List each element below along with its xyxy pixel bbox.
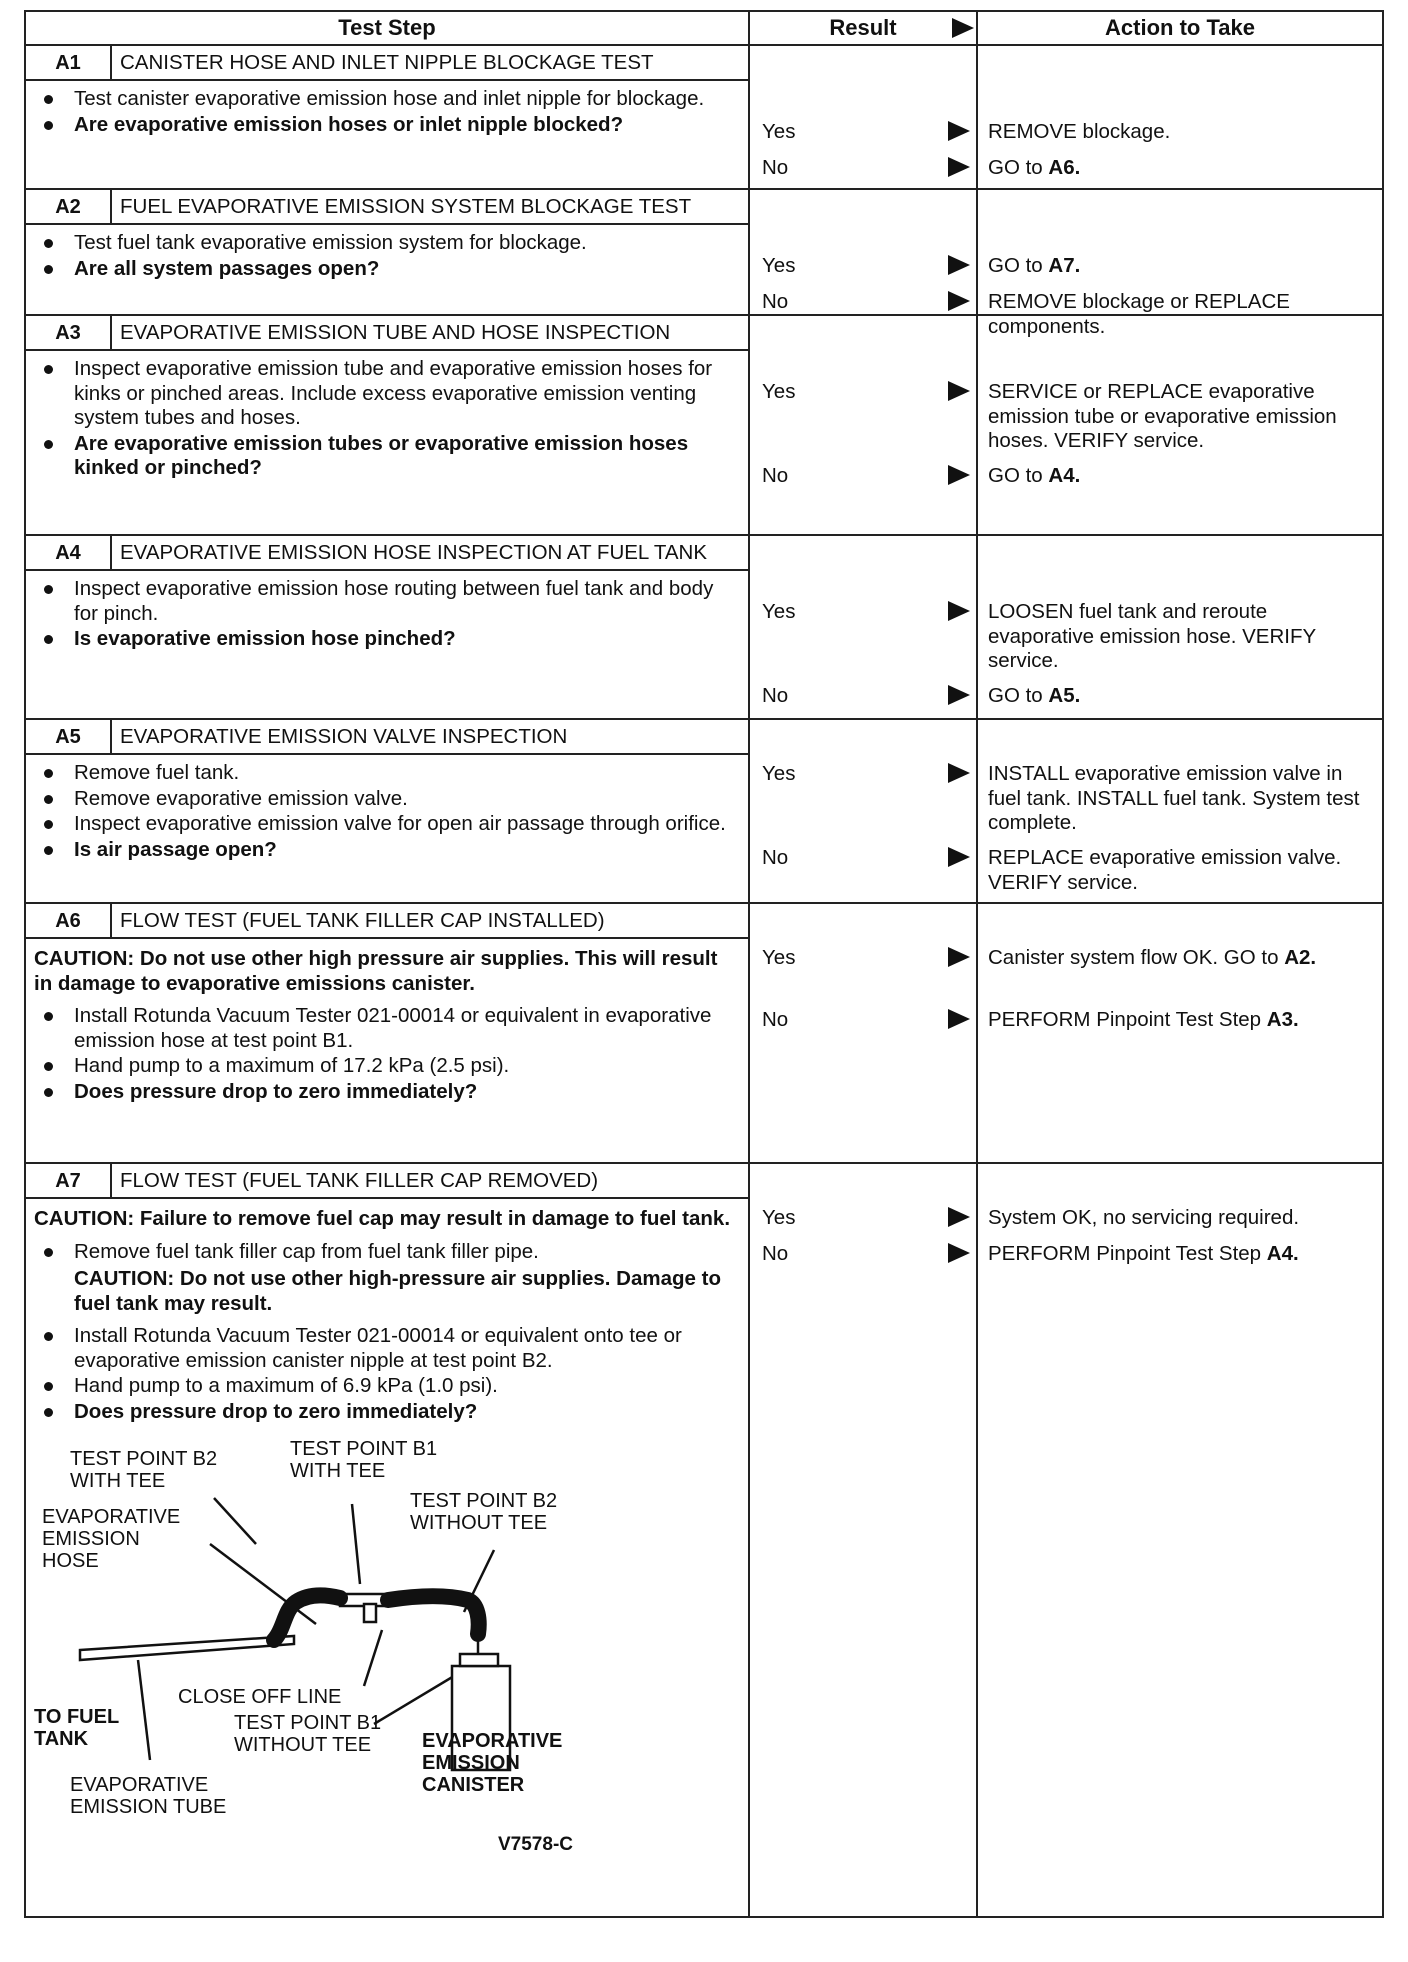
step-reference: A2. xyxy=(1284,946,1317,969)
step-title: FLOW TEST (FUEL TANK FILLER CAP INSTALLED) xyxy=(120,909,605,932)
action-text: PERFORM Pinpoint Test Step xyxy=(988,1242,1267,1265)
step-reference: A7. xyxy=(1048,254,1081,277)
step-body xyxy=(26,755,748,871)
label-canister: EVAPORATIVE EMISSION CANISTER xyxy=(422,1730,563,1796)
action-cell xyxy=(977,1163,1383,1917)
step-reference: A3. xyxy=(1266,1008,1299,1031)
step-header xyxy=(26,1164,748,1199)
result-no xyxy=(762,1242,974,1266)
arrow-icon xyxy=(948,121,970,141)
result-cell xyxy=(749,45,977,189)
step-question: Is evaporative emission hose pinched? xyxy=(34,627,740,652)
action-no xyxy=(988,156,1378,181)
step-question: Are all system passages open? xyxy=(34,257,740,282)
result-no xyxy=(762,290,974,314)
action-text: GO to xyxy=(988,156,1049,179)
result-yes xyxy=(762,946,974,970)
step-header xyxy=(26,46,748,81)
step-reference: A4. xyxy=(1266,1242,1299,1265)
step-title: EVAPORATIVE EMISSION TUBE AND HOSE INSPECTION xyxy=(120,321,671,344)
step-cell xyxy=(25,719,749,903)
label-evap-hose: EVAPORATIVE EMISSION HOSE xyxy=(42,1506,181,1572)
result-yes xyxy=(762,600,974,624)
result-no-label: No xyxy=(762,156,789,179)
step-bullet: Remove evaporative emission valve. xyxy=(34,787,740,812)
action-cell xyxy=(977,903,1383,1163)
arrow-icon xyxy=(948,601,970,621)
step-row-a5 xyxy=(25,719,1383,903)
step-bullet: Hand pump to a maximum of 17.2 kPa (2.5 psi). xyxy=(34,1054,740,1079)
step-bullet: Remove fuel tank filler cap from fuel tank filler pipe. xyxy=(34,1240,740,1265)
step-bullet: Install Rotunda Vacuum Tester 021-00014 or equivalent in evaporative emission hose at test point B1. xyxy=(34,1004,740,1053)
result-cell xyxy=(749,315,977,535)
step-body xyxy=(26,351,748,490)
caution-note: CAUTION: Do not use other high pressure air supplies. This will result in damage to evaporative emissions canister. xyxy=(34,947,718,995)
action-cell xyxy=(977,719,1383,903)
emission-tube xyxy=(80,1636,294,1660)
result-yes-label: Yes xyxy=(762,120,796,143)
step-header xyxy=(26,316,748,351)
canister-cap xyxy=(460,1654,498,1666)
step-title: FUEL EVAPORATIVE EMISSION SYSTEM BLOCKAGE TEST xyxy=(120,195,692,218)
result-no-label: No xyxy=(762,464,789,487)
label-tp-b2-tee: TEST POINT B2 WITH TEE xyxy=(70,1448,218,1492)
step-row-a6 xyxy=(25,903,1383,1163)
arrow-icon xyxy=(948,1009,970,1029)
arrow-icon xyxy=(948,291,970,311)
result-no xyxy=(762,464,974,488)
action-text: GO to xyxy=(988,254,1049,277)
result-no-label: No xyxy=(762,1242,789,1265)
table-header-row xyxy=(25,11,1383,45)
action-no xyxy=(988,1008,1378,1033)
result-yes xyxy=(762,120,974,144)
step-cell xyxy=(25,1163,749,1917)
result-yes-label: Yes xyxy=(762,380,796,403)
step-bullet: Install Rotunda Vacuum Tester 021-00014 or equivalent onto tee or evaporative emission canister nipple at test point B2. xyxy=(34,1324,740,1373)
step-body xyxy=(26,939,748,1113)
result-yes-label: Yes xyxy=(762,254,796,277)
test-point-diagram xyxy=(34,1434,734,1874)
step-body xyxy=(26,225,748,290)
arrow-icon xyxy=(948,157,970,177)
step-body xyxy=(26,1199,748,1882)
action-text: PERFORM Pinpoint Test Step xyxy=(988,1008,1267,1031)
leader-hose xyxy=(210,1544,316,1624)
step-bullet: Inspect evaporative emission hose routing between fuel tank and body for pinch. xyxy=(34,577,740,626)
step-id: A2 xyxy=(26,190,112,223)
step-row-a4 xyxy=(25,535,1383,719)
step-title: CANISTER HOSE AND INLET NIPPLE BLOCKAGE TEST xyxy=(120,51,654,74)
caution-note-2: CAUTION: Do not use other high-pressure air supplies. Damage to fuel tank may result. xyxy=(74,1267,721,1315)
result-no-label: No xyxy=(762,290,789,313)
result-no xyxy=(762,156,974,180)
step-id: A6 xyxy=(26,904,112,937)
step-header xyxy=(26,720,748,755)
action-yes: System OK, no servicing required. xyxy=(988,1206,1300,1229)
label-close-off: CLOSE OFF LINE xyxy=(178,1686,342,1708)
step-id: A4 xyxy=(26,536,112,569)
leader-close-off xyxy=(364,1630,382,1686)
result-yes xyxy=(762,762,974,786)
leader-b2-tee xyxy=(214,1498,256,1544)
result-no xyxy=(762,846,974,870)
pinpoint-test-table xyxy=(24,10,1384,1918)
step-bullet: Remove fuel tank. xyxy=(34,761,740,786)
evap-hose-right xyxy=(388,1596,479,1634)
step-cell xyxy=(25,535,749,719)
action-no xyxy=(988,684,1378,709)
step-question: Are evaporative emission tubes or evaporative emission hoses kinked or pinched? xyxy=(34,432,740,481)
step-bullet: Inspect evaporative emission valve for open air passage through orifice. xyxy=(34,812,740,837)
arrow-icon xyxy=(948,255,970,275)
step-header xyxy=(26,904,748,939)
action-text: GO to xyxy=(988,684,1049,707)
arrow-icon xyxy=(948,947,970,967)
label-tp-b1-notee: TEST POINT B1 WITHOUT TEE xyxy=(234,1712,382,1756)
step-title: EVAPORATIVE EMISSION HOSE INSPECTION AT FUEL TANK xyxy=(120,541,708,564)
step-title: FLOW TEST (FUEL TANK FILLER CAP REMOVED) xyxy=(120,1169,599,1192)
action-no xyxy=(988,1242,1378,1267)
step-row-a3 xyxy=(25,315,1383,535)
step-id: A5 xyxy=(26,720,112,753)
step-cell xyxy=(25,45,749,189)
step-id: A7 xyxy=(26,1164,112,1197)
action-yes: REMOVE blockage. xyxy=(988,120,1171,143)
action-no: REMOVE blockage or REPLACE components. xyxy=(988,290,1290,338)
step-question: Are evaporative emission hoses or inlet nipple blocked? xyxy=(34,113,740,138)
result-cell xyxy=(749,903,977,1163)
result-yes xyxy=(762,1206,974,1230)
step-bullet: Test canister evaporative emission hose and inlet nipple for blockage. xyxy=(34,87,740,112)
result-no-label: No xyxy=(762,846,789,869)
arrow-icon xyxy=(948,381,970,401)
result-yes-label: Yes xyxy=(762,1206,796,1229)
arrow-icon xyxy=(948,1243,970,1263)
step-row-a1 xyxy=(25,45,1383,189)
result-cell xyxy=(749,1163,977,1917)
step-id: A3 xyxy=(26,316,112,349)
result-cell xyxy=(749,535,977,719)
step-row-a7 xyxy=(25,1163,1383,1917)
label-tp-b2-notee: TEST POINT B2 WITHOUT TEE xyxy=(410,1490,558,1534)
step-cell xyxy=(25,315,749,535)
arrow-icon xyxy=(948,763,970,783)
action-yes: INSTALL evaporative emission valve in fuel tank. INSTALL fuel tank. System test complete. xyxy=(988,762,1360,834)
action-no xyxy=(988,464,1378,489)
step-reference: A6. xyxy=(1048,156,1081,179)
leader-tube xyxy=(138,1660,150,1760)
step-question: Does pressure drop to zero immediately? xyxy=(34,1400,740,1425)
result-yes xyxy=(762,380,974,404)
step-cell xyxy=(25,903,749,1163)
action-text: GO to xyxy=(988,464,1049,487)
action-cell xyxy=(977,315,1383,535)
result-no-label: No xyxy=(762,1008,789,1031)
step-bullet: Test fuel tank evaporative emission system for blockage. xyxy=(34,231,740,256)
header-result xyxy=(749,11,977,45)
result-no xyxy=(762,684,974,708)
result-no xyxy=(762,1008,974,1032)
step-reference: A5. xyxy=(1048,684,1081,707)
tee-stem xyxy=(364,1604,376,1622)
action-yes xyxy=(988,254,1378,279)
result-cell xyxy=(749,719,977,903)
step-reference: A4. xyxy=(1048,464,1081,487)
step-title: EVAPORATIVE EMISSION VALVE INSPECTION xyxy=(120,725,568,748)
label-to-fuel-tank: TO FUEL TANK xyxy=(34,1706,119,1750)
step-bullet: Hand pump to a maximum of 6.9 kPa (1.0 psi). xyxy=(34,1374,740,1399)
caution-note: CAUTION: Failure to remove fuel cap may result in damage to fuel tank. xyxy=(34,1207,731,1230)
step-row-a2 xyxy=(25,189,1383,315)
arrow-icon xyxy=(948,685,970,705)
action-cell xyxy=(977,535,1383,719)
action-yes: LOOSEN fuel tank and reroute evaporative emission hose. VERIFY service. xyxy=(988,600,1316,672)
step-question: Does pressure drop to zero immediately? xyxy=(34,1080,740,1105)
action-yes xyxy=(988,946,1378,971)
action-cell xyxy=(977,45,1383,189)
step-body xyxy=(26,81,748,146)
action-yes: SERVICE or REPLACE evaporative emission tube or evaporative emission hoses. VERIFY service. xyxy=(988,380,1337,452)
result-yes xyxy=(762,254,974,278)
leader-b1-tee xyxy=(352,1504,360,1584)
result-yes-label: Yes xyxy=(762,762,796,785)
result-cell xyxy=(749,189,977,315)
action-text: Canister system flow OK. GO to xyxy=(988,946,1285,969)
label-evap-tube: EVAPORATIVE EMISSION TUBE xyxy=(70,1774,227,1818)
header-action: Action to Take xyxy=(977,11,1383,45)
arrow-icon xyxy=(948,847,970,867)
step-header xyxy=(26,536,748,571)
arrow-icon xyxy=(948,1207,970,1227)
step-bullet: Inspect evaporative emission tube and evaporative emission hoses for kinks or pinched areas. Include excess evaporative emission venting system tubes and hoses. xyxy=(34,357,740,431)
step-id: A1 xyxy=(26,46,112,79)
label-tp-b1-tee: TEST POINT B1 WITH TEE xyxy=(290,1438,438,1482)
header-result-label: Result xyxy=(829,15,897,40)
step-question: Is air passage open? xyxy=(34,838,740,863)
result-yes-label: Yes xyxy=(762,600,796,623)
step-cell xyxy=(25,189,749,315)
arrow-icon xyxy=(948,465,970,485)
result-yes-label: Yes xyxy=(762,946,796,969)
step-header xyxy=(26,190,748,225)
action-cell xyxy=(977,189,1383,338)
header-test-step: Test Step xyxy=(25,11,749,45)
arrow-icon xyxy=(952,18,974,38)
figure-id: V7578-C xyxy=(498,1834,573,1855)
result-no-label: No xyxy=(762,684,789,707)
step-body xyxy=(26,571,748,661)
action-no: REPLACE evaporative emission valve. VERIFY service. xyxy=(988,846,1342,894)
